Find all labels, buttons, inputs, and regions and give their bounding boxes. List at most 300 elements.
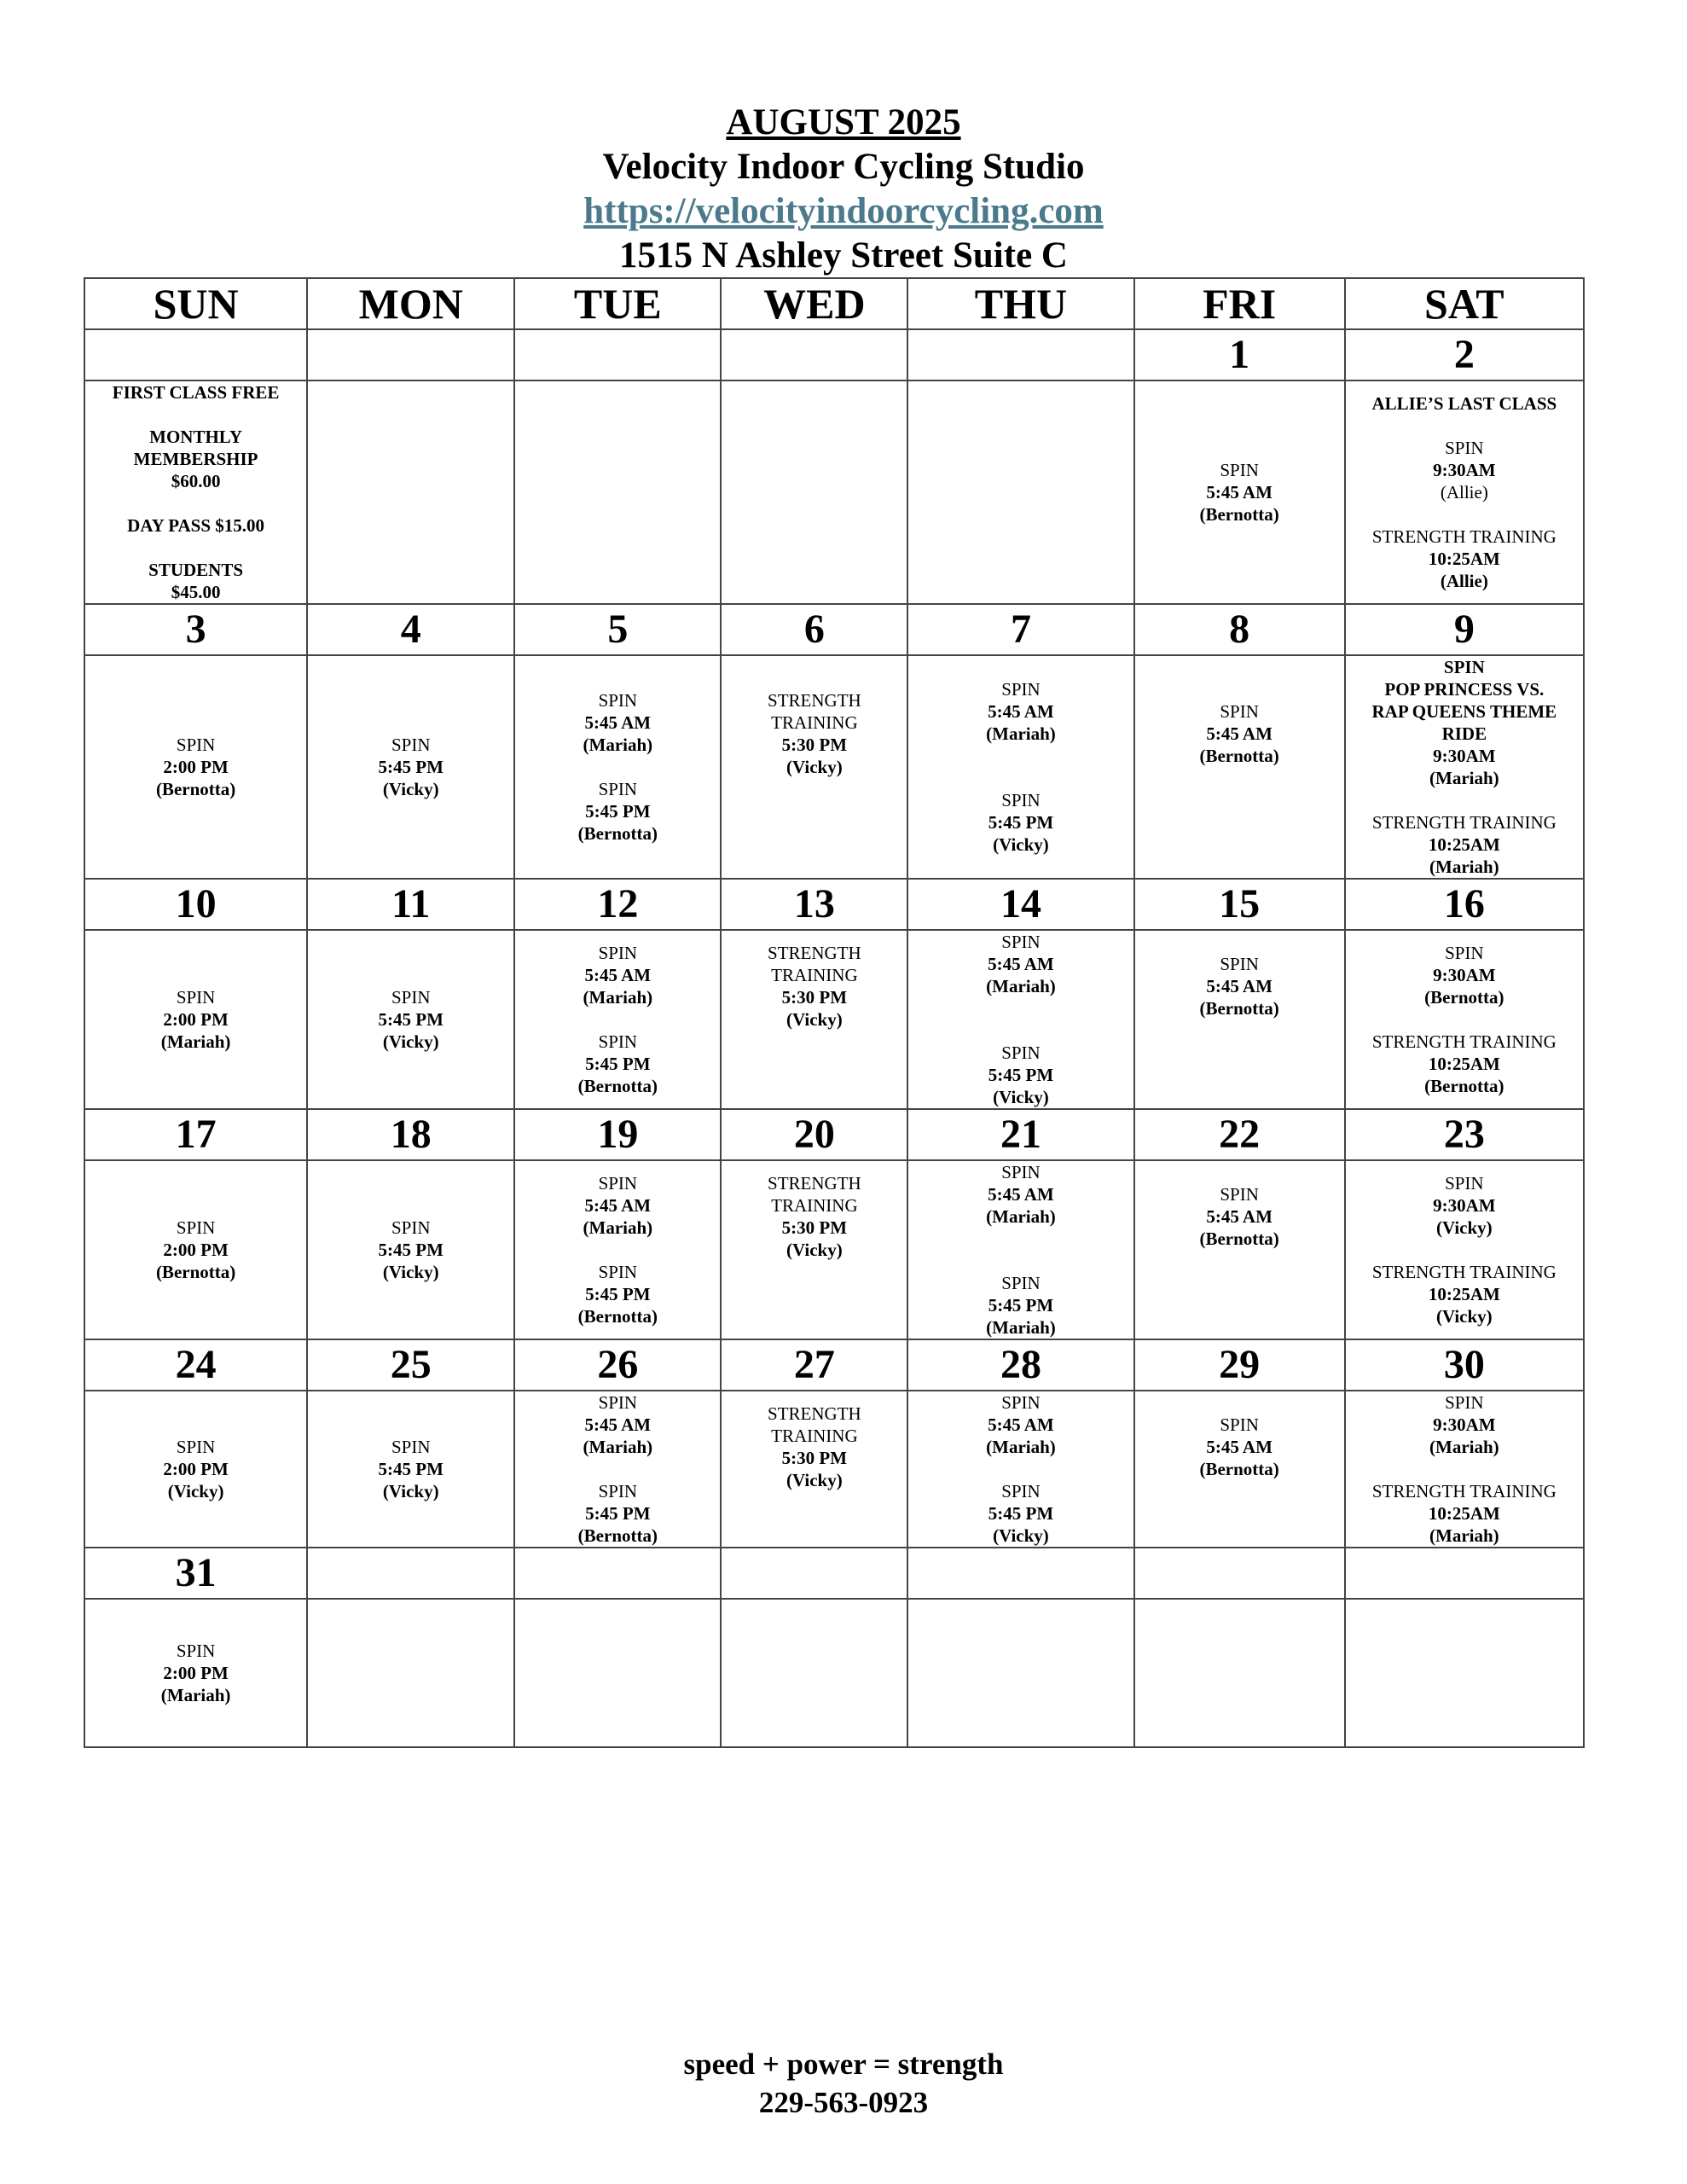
class-detail-line: 5:45 PM [378,757,443,777]
day-schedule-cell [1134,930,1345,1109]
day-number: 14 [907,879,1133,930]
weekday-header: SAT [1345,278,1584,329]
spacer [722,1491,907,1513]
day-number: 30 [1345,1339,1584,1391]
class-detail-line: (Vicky) [786,1240,843,1260]
day-schedule-cell [307,655,514,879]
week-number-row [84,1109,1584,1160]
class-detail-line: STRENGTH TRAINING [1371,1262,1557,1282]
day-schedule-cell [721,380,907,604]
class-detail-line: SPIN [598,1481,638,1502]
week-number-row [84,604,1584,655]
class-detail-line: (Vicky) [1435,1306,1493,1327]
class-detail-line: (Mariah) [986,723,1056,744]
day-number: 24 [84,1339,307,1391]
class-detail-line: MEMBERSHIP [133,449,258,469]
class-detail-line: 5:45 AM [1206,1206,1272,1227]
day-schedule-cell [1345,380,1584,604]
studio-website-link[interactable]: https://velocityindoorcycling.com [583,191,1104,231]
class-detail-line: 5:30 PM [781,1217,848,1238]
class-detail-line: 2:00 PM [163,1240,229,1260]
day-schedule-cell [1345,1391,1584,1548]
class-detail-line: SPIN [176,987,216,1008]
class-detail-line: (Bernotta) [1199,1228,1279,1249]
class-detail-line: 10:25AM [1428,1284,1500,1304]
day-schedule-cell [1134,1160,1345,1339]
class-detail-line: 5:45 PM [585,1054,651,1074]
class-detail-line: (Bernotta) [1199,746,1279,766]
class-detail-line: 10:25AM [1428,1503,1500,1524]
class-detail-line: 2:00 PM [163,1009,229,1030]
class-detail-line: 9:30AM [1433,1195,1496,1216]
spacer [1135,767,1344,789]
class-detail-line: 5:30 PM [781,1448,848,1468]
class-detail-line: SPIN [1001,1162,1041,1182]
class-detail-line: 5:45 AM [1206,723,1272,744]
spacer [1135,1272,1344,1294]
studio-address: 1515 N Ashley Street Suite C [619,235,1068,276]
spacer [1346,1008,1583,1031]
calendar-grid [84,277,1585,1748]
spacer [908,1250,1133,1272]
day-schedule-cell [307,1391,514,1548]
class-detail-line: (Vicky) [382,1481,439,1502]
day-schedule-cell [721,1391,907,1548]
class-detail-line: SPIN [1443,657,1485,677]
class-detail-line: STUDENTS [148,560,244,580]
class-detail-line: (Vicky) [993,834,1049,855]
day-number: 4 [307,604,514,655]
spacer [515,1239,720,1261]
class-detail-line: ALLIE’S LAST CLASS [1371,393,1557,414]
week-schedule-row [84,1391,1584,1548]
day-schedule-cell [721,1160,907,1339]
day-number [1134,1548,1345,1599]
weekday-header: THU [907,278,1133,329]
spacer [1135,1502,1344,1525]
class-detail-line: SPIN [598,690,638,711]
class-detail-line: (Mariah) [583,1217,653,1238]
day-schedule-cell [1134,1599,1345,1747]
day-schedule-cell [84,1160,307,1339]
day-number: 8 [1134,604,1345,655]
day-number [907,1548,1133,1599]
day-number: 1 [1134,329,1345,380]
class-detail-line: 5:45 PM [585,1284,651,1304]
class-detail-line: (Mariah) [986,1206,1056,1227]
day-number: 26 [514,1339,721,1391]
class-detail-line: (Vicky) [786,757,843,777]
class-detail-line: (Allie) [1440,482,1488,502]
class-detail-line: 10:25AM [1428,834,1500,855]
weekday-header: SUN [84,278,307,329]
class-detail-line: (Vicky) [786,1009,843,1030]
class-detail-line: FIRST CLASS FREE [112,382,280,403]
spacer [1346,415,1583,437]
class-detail-line: (Mariah) [1429,1525,1499,1546]
class-detail-line: 9:30AM [1433,746,1496,766]
class-detail-line: STRENGTH TRAINING [1371,812,1557,833]
class-detail-line: TRAINING [771,1426,858,1446]
class-detail-line: (Bernotta) [1199,998,1279,1019]
class-detail-line: RAP QUEENS THEME [1371,701,1557,722]
day-number: 10 [84,879,307,930]
day-schedule-cell [907,1160,1133,1339]
week-number-row [84,329,1584,380]
weekday-header: MON [307,278,514,329]
class-detail-line: (Mariah) [986,976,1056,996]
spacer [908,997,1133,1019]
class-detail-line: POP PRINCESS VS. [1384,679,1545,700]
week-schedule-row [84,380,1584,604]
class-detail-line: SPIN [391,1437,431,1457]
class-detail-line: STRENGTH [768,1173,861,1194]
day-schedule-cell [1345,930,1584,1109]
class-detail-line: 5:45 AM [988,1184,1054,1205]
class-detail-line: SPIN [598,779,638,799]
day-number: 3 [84,604,307,655]
class-detail-line: (Bernotta) [577,1076,658,1096]
day-number: 9 [1345,604,1584,655]
day-number: 7 [907,604,1133,655]
spacer [908,1228,1133,1250]
day-number: 12 [514,879,721,930]
class-detail-line: SPIN [1001,1043,1041,1063]
spacer [1346,789,1583,811]
day-schedule-cell [721,1599,907,1747]
class-detail-line: SPIN [1220,460,1259,480]
class-detail-line: (Vicky) [167,1481,224,1502]
class-detail-line: $60.00 [171,471,221,491]
class-detail-line: SPIN [598,1173,638,1194]
day-schedule-cell [307,930,514,1109]
footer-phone: 229-563-0923 [758,2086,929,2119]
day-schedule-cell [307,380,514,604]
day-number: 6 [721,604,907,655]
class-detail-line: (Vicky) [1435,1217,1493,1238]
class-detail-line: 9:30AM [1433,460,1496,480]
day-number: 17 [84,1109,307,1160]
spacer [1135,1064,1344,1086]
day-number [721,1548,907,1599]
class-detail-line: SPIN [598,943,638,963]
day-schedule-cell [514,1599,721,1747]
day-schedule-cell [514,655,721,879]
class-detail-line: 9:30AM [1433,965,1496,985]
class-detail-line: 5:45 AM [988,701,1054,722]
class-detail-line: SPIN [598,1392,638,1413]
class-detail-line: SPIN [1001,790,1041,810]
class-detail-line: 10:25AM [1428,549,1500,569]
class-detail-line: (Vicky) [993,1087,1049,1107]
day-number: 28 [907,1339,1133,1391]
day-number [1345,1548,1584,1599]
class-detail-line: 5:45 AM [584,1195,652,1216]
class-detail-line: 5:45 AM [1206,482,1272,502]
day-number: 5 [514,604,721,655]
class-detail-line: 5:30 PM [781,987,848,1008]
class-detail-line: (Vicky) [382,779,439,799]
day-number: 20 [721,1109,907,1160]
footer-slogan: speed + power = strength [683,2048,1004,2081]
spacer [515,1008,720,1031]
class-detail-line: 5:45 PM [378,1009,443,1030]
spacer [1135,1042,1344,1064]
spacer [85,492,306,514]
day-number: 19 [514,1109,721,1160]
class-detail-line: SPIN [391,735,431,755]
day-number [721,329,907,380]
day-number: 22 [1134,1109,1345,1160]
spacer [85,537,306,559]
class-detail-line: (Bernotta) [577,1306,658,1327]
weekday-header: FRI [1134,278,1345,329]
class-detail-line: 5:45 PM [378,1459,443,1479]
week-number-row [84,879,1584,930]
day-number: 15 [1134,879,1345,930]
weekday-header-row [84,278,1584,329]
day-schedule-cell [1345,1160,1584,1339]
spacer [722,1513,907,1536]
day-number: 25 [307,1339,514,1391]
calendar-month-title: AUGUST 2025 [726,102,961,142]
class-detail-line: (Bernotta) [577,823,658,844]
class-detail-line: SPIN [1445,438,1484,458]
class-detail-line: 5:45 AM [584,712,652,733]
day-schedule-cell [1134,655,1345,879]
class-detail-line: (Bernotta) [1424,1076,1504,1096]
class-detail-line: TRAINING [771,712,858,733]
day-schedule-cell [721,655,907,879]
day-schedule-cell [907,380,1133,604]
day-number: 18 [307,1109,514,1160]
class-detail-line: 2:00 PM [163,1663,229,1683]
spacer [722,800,907,822]
class-detail-line: RIDE [1441,723,1487,744]
week-schedule-row [84,655,1584,879]
day-schedule-cell [721,930,907,1109]
studio-name: Velocity Indoor Cycling Studio [602,147,1085,187]
class-detail-line: SPIN [391,987,431,1008]
week-schedule-row [84,1599,1584,1747]
spacer [1346,503,1583,526]
day-schedule-cell [514,1160,721,1339]
class-detail-line: 2:00 PM [163,1459,229,1479]
class-detail-line: (Mariah) [986,1437,1056,1457]
day-schedule-cell [307,1599,514,1747]
day-number [514,1548,721,1599]
class-detail-line: STRENGTH TRAINING [1371,1031,1557,1052]
spacer [1135,1019,1344,1042]
spacer [722,822,907,845]
day-number: 27 [721,1339,907,1391]
spacer [722,1053,907,1075]
class-detail-line: (Mariah) [583,735,653,755]
class-detail-line: (Mariah) [986,1317,1056,1338]
spacer [908,1019,1133,1042]
class-detail-line: (Vicky) [786,1470,843,1490]
day-schedule-cell [1134,1391,1345,1548]
class-detail-line: TRAINING [771,1195,858,1216]
day-number: 31 [84,1548,307,1599]
class-detail-line: SPIN [1220,1414,1259,1435]
class-detail-line: (Bernotta) [577,1525,658,1546]
class-detail-line: 5:45 AM [1206,1437,1272,1457]
class-detail-line: MONTHLY [149,427,243,447]
spacer [722,1305,907,1327]
class-detail-line: SPIN [176,1641,216,1661]
class-detail-line: SPIN [176,1217,216,1238]
class-detail-line: 5:45 AM [584,965,652,985]
weekday-header: TUE [514,278,721,329]
class-detail-line: STRENGTH [768,1403,861,1424]
class-detail-line: SPIN [1001,1273,1041,1293]
class-detail-line: 5:45 PM [988,1503,1054,1524]
class-detail-line: DAY PASS $15.00 [127,515,265,536]
day-number: 11 [307,879,514,930]
class-detail-line: 5:45 AM [988,954,1054,974]
class-detail-line: (Mariah) [1429,768,1499,788]
class-detail-line: SPIN [1001,679,1041,700]
class-detail-line: (Bernotta) [1199,1459,1279,1479]
class-detail-line: 10:25AM [1428,1054,1500,1074]
class-detail-line: (Bernotta) [1424,987,1504,1008]
class-detail-line: SPIN [1445,1392,1484,1413]
class-detail-line: SPIN [176,735,216,755]
day-schedule-cell [514,1391,721,1548]
class-detail-line: SPIN [598,1031,638,1052]
class-detail-line: SPIN [1001,1392,1041,1413]
spacer [1135,811,1344,834]
class-detail-line: STRENGTH TRAINING [1371,526,1557,547]
class-detail-line: (Allie) [1440,571,1488,591]
class-detail-line: (Mariah) [583,1437,653,1457]
spacer [722,1075,907,1097]
day-schedule-cell [1345,655,1584,879]
class-detail-line: 5:30 PM [781,735,848,755]
weekday-header: WED [721,278,907,329]
week-schedule-row [84,930,1584,1109]
day-number [907,329,1133,380]
spacer [908,767,1133,789]
day-schedule-cell [514,930,721,1109]
day-number: 13 [721,879,907,930]
spacer [515,1458,720,1480]
class-detail-line: 2:00 PM [163,757,229,777]
spacer [722,1283,907,1305]
spacer [1135,1250,1344,1272]
class-detail-line: STRENGTH TRAINING [1371,1481,1557,1502]
day-number [84,329,307,380]
week-number-row [84,1339,1584,1391]
day-number: 29 [1134,1339,1345,1391]
class-detail-line: 5:45 AM [988,1414,1054,1435]
spacer [722,778,907,800]
class-detail-line: SPIN [1220,1184,1259,1205]
day-number [307,329,514,380]
class-detail-line: SPIN [1220,701,1259,722]
class-detail-line: (Mariah) [160,1685,231,1705]
class-detail-line: TRAINING [771,965,858,985]
day-number: 21 [907,1109,1133,1160]
day-number: 23 [1345,1109,1584,1160]
spacer [1135,789,1344,811]
class-detail-line: SPIN [598,1262,638,1282]
class-detail-line: SPIN [1001,932,1041,952]
day-number [307,1548,514,1599]
class-detail-line: STRENGTH [768,690,861,711]
class-detail-line: (Vicky) [382,1031,439,1052]
class-detail-line: (Mariah) [1429,1437,1499,1457]
spacer [515,756,720,778]
day-schedule-cell [1134,380,1345,604]
day-number: 16 [1345,879,1584,930]
day-schedule-cell [907,1391,1133,1548]
day-number: 2 [1345,329,1584,380]
class-detail-line: 5:45 AM [1206,976,1272,996]
day-schedule-cell [907,1599,1133,1747]
class-detail-line: (Bernotta) [1199,504,1279,525]
class-detail-line: (Bernotta) [155,779,236,799]
class-detail-line: SPIN [176,1437,216,1457]
class-detail-line: (Mariah) [1429,857,1499,877]
spacer [908,745,1133,767]
class-detail-line: (Vicky) [993,1525,1049,1546]
class-detail-line: (Vicky) [382,1262,439,1282]
spacer [722,1031,907,1053]
day-schedule-cell [84,1391,307,1548]
class-detail-line: SPIN [391,1217,431,1238]
class-detail-line: (Mariah) [583,987,653,1008]
day-schedule-cell [907,930,1133,1109]
spacer [1346,1458,1583,1480]
class-detail-line: STRENGTH [768,943,861,963]
week-number-row [84,1548,1584,1599]
class-detail-line: SPIN [1445,1173,1484,1194]
spacer [1346,1239,1583,1261]
class-detail-line: 5:45 PM [378,1240,443,1260]
class-detail-line: 9:30AM [1433,1414,1496,1435]
class-detail-line: 5:45 PM [988,1065,1054,1085]
spacer [722,1261,907,1283]
spacer [1135,1480,1344,1502]
spacer [85,404,306,426]
class-detail-line: 5:45 PM [585,801,651,822]
day-schedule-cell [1345,1599,1584,1747]
class-detail-line: $45.00 [171,582,221,602]
spacer [908,1458,1133,1480]
class-detail-line: SPIN [1220,954,1259,974]
day-number [514,329,721,380]
day-schedule-cell [84,930,307,1109]
day-schedule-cell [84,1599,307,1747]
class-detail-line: (Bernotta) [155,1262,236,1282]
class-detail-line: 5:45 PM [988,1295,1054,1316]
day-schedule-cell [84,380,307,604]
day-schedule-cell [307,1160,514,1339]
class-detail-line: SPIN [1001,1481,1041,1502]
class-detail-line: 5:45 AM [584,1414,652,1435]
spacer [1135,1294,1344,1316]
class-detail-line: 5:45 PM [988,812,1054,833]
day-schedule-cell [84,655,307,879]
class-detail-line: SPIN [1445,943,1484,963]
week-schedule-row [84,1160,1584,1339]
day-schedule-cell [907,655,1133,879]
class-detail-line: 5:45 PM [585,1503,651,1524]
day-schedule-cell [514,380,721,604]
class-detail-line: (Mariah) [160,1031,231,1052]
